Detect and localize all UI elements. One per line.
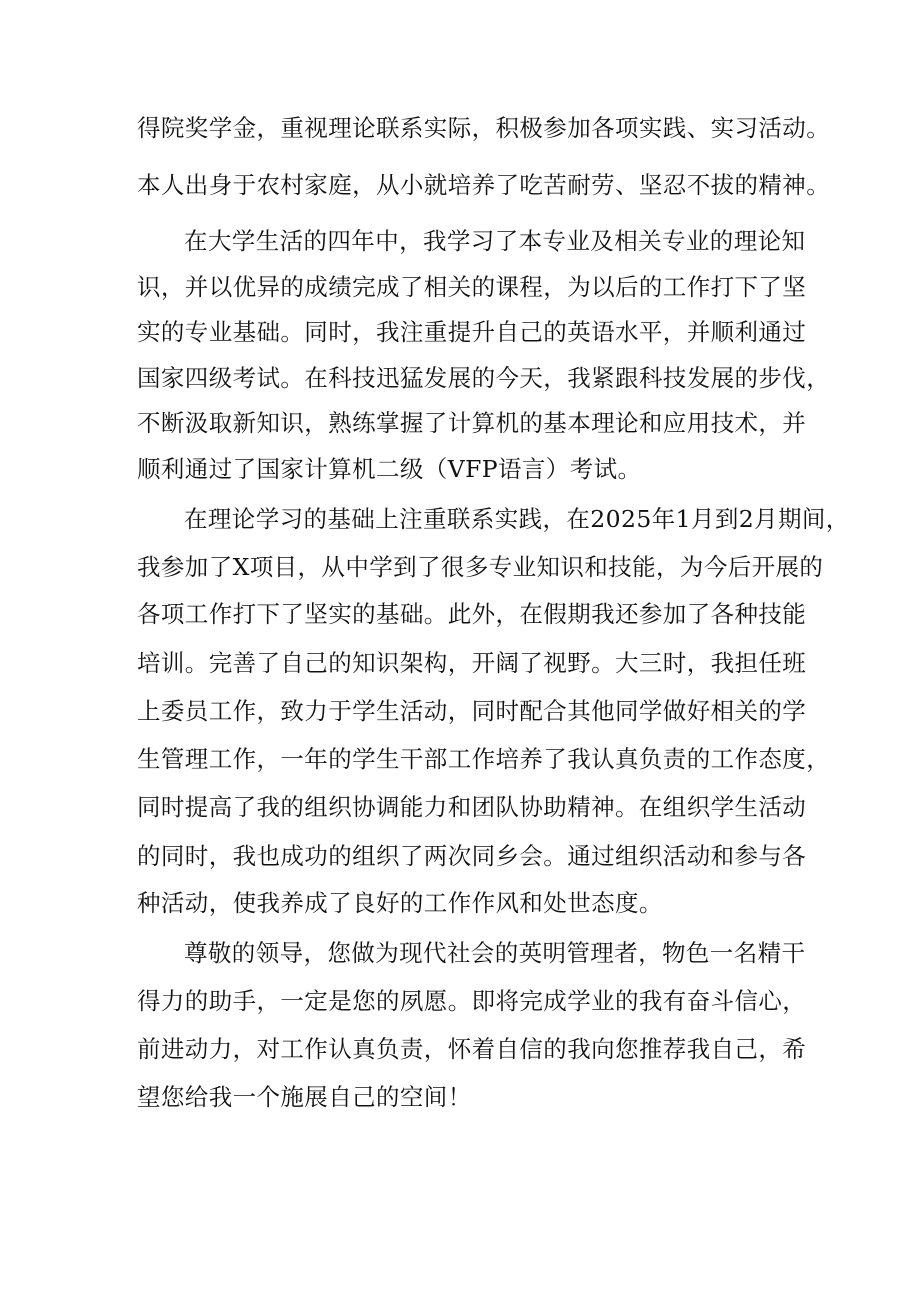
text-line-10: 我参加了X项目，从中学到了很多专业知识和技能，为今后开展的 xyxy=(137,553,824,581)
text-line-17: 种活动，使我养成了良好的工作作风和处世态度。 xyxy=(137,889,663,917)
text-line-4: 识，并以优异的成绩完成了相关的课程，为以后的工作打下了坚 xyxy=(137,273,807,301)
text-line-8: 顺利通过了国家计算机二级（VFP语言）考试。 xyxy=(137,455,642,483)
text-line-13: 上委员工作，致力于学生活动，同时配合其他同学做好相关的学 xyxy=(137,697,807,725)
text-line-6: 国家四级考试。在科技迅猛发展的今天，我紧跟科技发展的步伐， xyxy=(137,364,831,392)
text-line-1: 得院奖学金，重视理论联系实际，积极参加各项实践、实习活动。 xyxy=(137,114,831,142)
text-line-19: 得力的助手，一定是您的夙愿。即将完成学业的我有奋斗信心， xyxy=(137,987,807,1015)
paragraph-3-line-1: 在理论学习的基础上注重联系实践，在2025年1月到2月期间， xyxy=(184,505,850,533)
text-line-14: 生管理工作，一年的学生干部工作培养了我认真负责的工作态度， xyxy=(137,745,831,773)
text-line-20: 前进动力，对工作认真负责，怀着自信的我向您推荐我自己，希 xyxy=(137,1035,807,1063)
text-line-7: 不断汲取新知识，熟练掌握了计算机的基本理论和应用技术，并 xyxy=(137,409,807,437)
text-line-15: 同时提高了我的组织协调能力和团队协助精神。在组织学生活动 xyxy=(137,793,807,821)
text-line-11: 各项工作打下了坚实的基础。此外，在假期我还参加了各种技能 xyxy=(137,600,807,628)
paragraph-4-line-1: 尊敬的领导，您做为现代社会的英明管理者，物色一名精干 xyxy=(184,939,806,967)
text-line-5: 实的专业基础。同时，我注重提升自己的英语水平，并顺利通过 xyxy=(137,318,807,346)
text-line-2: 本人出身于农村家庭，从小就培养了吃苦耐劳、坚忍不拔的精神。 xyxy=(137,171,831,199)
text-line-16: 的同时，我也成功的组织了两次同乡会。通过组织活动和参与各 xyxy=(137,842,807,870)
text-line-21: 望您给我一个施展自己的空间！ xyxy=(137,1083,472,1111)
text-line-12: 培训。完善了自己的知识架构，开阔了视野。大三时，我担任班 xyxy=(137,649,807,677)
paragraph-2-line-1: 在大学生活的四年中，我学习了本专业及相关专业的理论知 xyxy=(184,227,806,255)
